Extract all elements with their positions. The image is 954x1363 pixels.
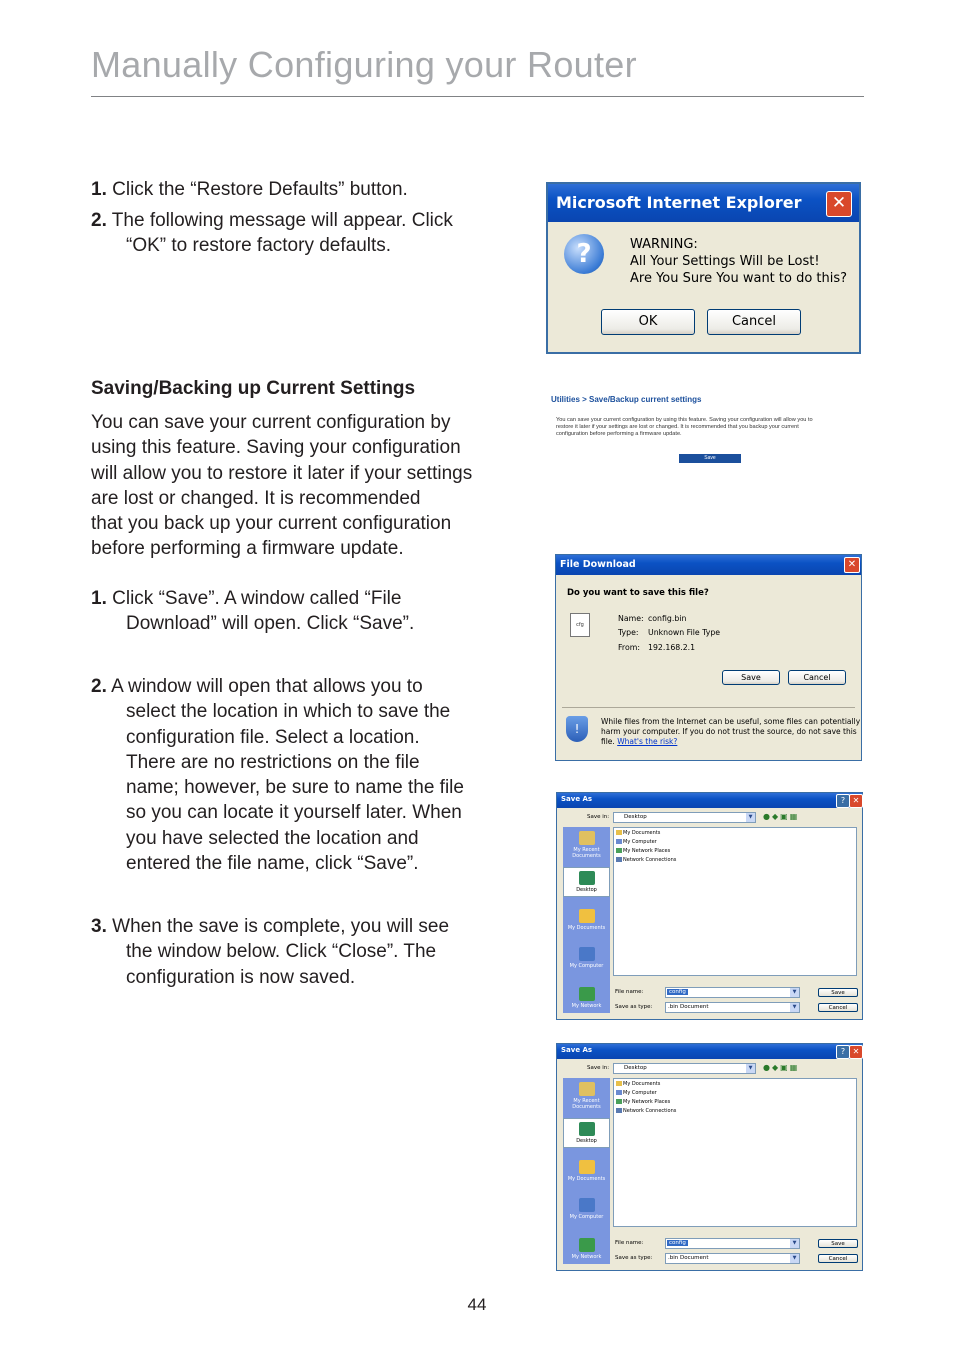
step-number: 2. [91,210,107,231]
folder-icon [616,1081,622,1086]
computer-icon [579,947,595,961]
dialog-title: File Download [560,559,636,570]
ie-warning-dialog [546,182,861,354]
item-label: My Computer [623,839,657,845]
desktop-icon [579,1122,595,1136]
help-icon[interactable]: ? [836,794,850,808]
intro-line: that you back up your current configuration [91,513,452,535]
computer-icon [616,839,622,844]
save-button[interactable]: Save [722,670,780,685]
save-button[interactable]: Save [818,988,858,997]
save-in-label: Save in: [587,814,610,820]
file-name-value: config [669,989,686,995]
file-name-input[interactable] [665,987,800,998]
risk-link[interactable]: What's the risk? [617,737,678,746]
help-icon[interactable]: ? [836,1045,850,1059]
step-text: configuration file. Select a location. [126,726,420,748]
step-text: The following message will appear. Click [111,210,453,231]
step-text: A window will open that allows you to [111,676,423,697]
file-list[interactable] [613,827,857,976]
place-my-network[interactable] [563,1238,610,1260]
file-download-dialog [555,554,862,761]
place-my-computer[interactable] [563,947,610,969]
place-my-recent-documents[interactable] [563,831,610,859]
security-warning-line [601,737,677,746]
utilities-description-line: configuration before performing a firmware update. [556,431,682,437]
step-number: 2. [91,676,107,697]
value: 192.168.2.1 [648,643,696,652]
place-label: My Computer [569,1214,604,1220]
step-text: Click “Save”. A window called “File [112,588,402,609]
step-text: Click the “Restore Defaults” button. [112,179,408,200]
save-in-dropdown[interactable] [613,812,756,823]
item-label: Network Connections [623,1108,677,1114]
cancel-button[interactable]: Cancel [818,1003,858,1012]
list-item[interactable] [616,839,657,845]
item-label: My Network Places [623,848,671,854]
place-desktop[interactable] [563,1118,610,1148]
place-label: My Documents [567,1176,606,1182]
save-as-type-label: Save as type: [615,1255,653,1261]
chevron-down-icon[interactable]: ▼ [790,988,799,997]
network-icon [616,848,622,853]
intro-line: will allow you to restore it later if your settings [91,462,473,484]
save-in-value: Desktop [624,1065,647,1071]
step-text: name; however, be sure to name the file [126,777,464,799]
place-label: My Network [571,1003,602,1009]
recent-documents-icon [579,1082,595,1096]
file-type-row [618,628,720,637]
dialog-title: Microsoft Internet Explorer [556,193,802,212]
label: From: [618,643,640,652]
place-label: Desktop [576,887,597,893]
save-in-label: Save in: [587,1065,610,1071]
network-icon [579,987,595,1001]
save-step-2 [91,674,511,876]
cancel-button[interactable]: Cancel [707,309,801,335]
utilities-breadcrumb: Utilities > Save/Backup current settings [551,395,702,404]
warning-line: WARNING: [630,237,698,252]
place-label: Desktop [576,1138,597,1144]
warning-line: Are You Sure You want to do this? [630,271,848,286]
network-icon [579,1238,595,1252]
list-item[interactable] [616,848,670,854]
place-my-recent-documents[interactable] [563,1082,610,1110]
save-step-3 [91,914,511,990]
network-connections-icon [616,857,622,862]
dialog-titlebar [557,793,862,808]
item-label: My Computer [623,1090,657,1096]
warning-line: All Your Settings Will be Lost! [630,254,820,269]
intro-line: using this feature. Saving your configuration [91,437,461,459]
places-bar [563,1078,610,1264]
step-text: you have selected the location and [126,827,419,849]
desktop-icon [579,871,595,885]
dialog-titlebar [556,555,861,575]
shield-icon: ! [566,716,588,742]
file-list[interactable] [613,1078,857,1227]
divider [562,707,855,708]
place-label: My Network [571,1254,602,1260]
folder-icon [616,830,622,835]
item-label: My Documents [623,1081,661,1087]
network-icon [616,1099,622,1104]
step-text: When the save is complete, you will see [112,916,450,937]
save-as-type-select[interactable] [665,1002,800,1013]
place-my-documents[interactable] [563,909,610,931]
intro-line: are lost or changed. It is recommended [91,487,421,509]
cancel-button[interactable]: Cancel [788,670,846,685]
step-text: configuration is now saved. [126,966,356,988]
dialog-title: Save As [561,795,593,803]
place-desktop[interactable] [563,867,610,897]
page-title: Manually Configuring your Router [91,44,637,85]
list-item[interactable] [616,1081,660,1087]
save-as-dialog [556,792,863,1020]
download-question: Do you want to save this file? [567,588,709,598]
folder-icon [579,1160,595,1174]
step-number: 1. [91,179,107,200]
close-icon[interactable]: ✕ [849,794,863,808]
place-label: My Computer [569,963,604,969]
item-label: My Network Places [623,1099,671,1105]
step-text: select the location in which to save the [126,701,451,723]
computer-icon [579,1198,595,1212]
security-warning-line: While files from the Internet can be useful, some files can potentially [601,717,861,726]
folder-icon [579,909,595,923]
save-as-type-select[interactable] [665,1253,800,1264]
chevron-down-icon[interactable]: ▼ [790,1239,799,1248]
dialog-titlebar [548,184,859,222]
file-name-value: config [669,1240,686,1246]
file-name-label: File name: [615,1240,644,1246]
place-my-documents[interactable] [563,1160,610,1182]
save-button[interactable]: Save [818,1239,858,1248]
list-item[interactable] [616,857,676,863]
intro-line: before performing a firmware update. [91,538,404,560]
item-label: Network Connections [623,857,677,863]
save-button[interactable]: Save [679,454,741,463]
page-number: 44 [467,1295,487,1314]
section-heading: Saving/Backing up Current Settings [91,378,416,399]
label: Type: [618,628,639,637]
toolbar-icons[interactable]: ●◆▣▦ [763,812,800,821]
toolbar-icons[interactable]: ●◆▣▦ [763,1063,800,1072]
file-icon: cfg [570,613,590,637]
question-icon: ? [564,234,604,274]
dialog-titlebar [557,1044,862,1059]
step-text: “OK” to restore factory defaults. [126,235,392,257]
step-text: the window below. Click “Close”. The [126,941,437,963]
close-icon[interactable]: ✕ [826,191,852,217]
chevron-down-icon[interactable]: ▼ [790,1003,799,1012]
section-intro [91,410,472,562]
file-name-row [618,614,686,623]
label: Name: [618,614,644,623]
file-name-label: File name: [615,989,644,995]
save-as-type-label: Save as type: [615,1004,653,1010]
place-label: My Recent Documents [572,847,601,859]
value: Unknown File Type [648,628,721,637]
step-number: 3. [91,916,107,937]
chevron-down-icon[interactable]: ▼ [746,813,755,822]
computer-icon [616,1090,622,1095]
step-number: 1. [91,588,107,609]
title-divider [91,96,864,97]
network-connections-icon [616,1108,622,1113]
place-my-network[interactable] [563,987,610,1009]
value: config.bin [648,614,687,623]
list-item[interactable] [616,1090,657,1096]
save-in-value: Desktop [624,814,647,820]
restore-step-2 [91,208,511,259]
save-type-value: .bin Document [668,1255,709,1261]
dialog-title: Save As [561,1046,593,1054]
cancel-button[interactable]: Cancel [818,1254,858,1263]
save-type-value: .bin Document [668,1004,709,1010]
place-label: My Documents [567,925,606,931]
list-item[interactable] [616,830,660,836]
chevron-down-icon[interactable]: ▼ [746,1064,755,1073]
chevron-down-icon[interactable]: ▼ [790,1254,799,1263]
item-label: My Documents [623,830,661,836]
utilities-description-line: You can save your current configuration by using this feature. Saving your configuration will allow you to [556,417,813,423]
place-my-computer[interactable] [563,1198,610,1220]
utilities-description-line: restore it later if your settings are lost or changed. It is recommended that you backup your current [556,424,799,430]
ok-button[interactable]: OK [601,309,695,335]
save-in-dropdown[interactable] [613,1063,756,1074]
place-label: My Recent Documents [572,1098,601,1110]
file-from-row [618,643,695,652]
file-name-input[interactable] [665,1238,800,1249]
save-step-1 [91,586,511,637]
step-text: There are no restrictions on the file [126,751,420,773]
step-text: so you can locate it yourself later. When [126,802,462,824]
step-text: entered the file name, click “Save”. [126,853,419,875]
security-warning-line: harm your computer. If you do not trust the source, do not save this [601,727,857,736]
list-item[interactable] [616,1099,670,1105]
places-bar [563,827,610,1013]
close-icon[interactable]: ✕ [849,1045,863,1059]
restore-step-1 [91,177,511,202]
intro-line: You can save your current configuration by [91,412,451,433]
list-item[interactable] [616,1108,676,1114]
close-icon[interactable]: ✕ [844,557,860,573]
save-as-dialog [556,1043,863,1271]
step-text: Download” will open. Click “Save”. [126,613,415,635]
recent-documents-icon [579,831,595,845]
warning-tail: file. [601,737,615,746]
